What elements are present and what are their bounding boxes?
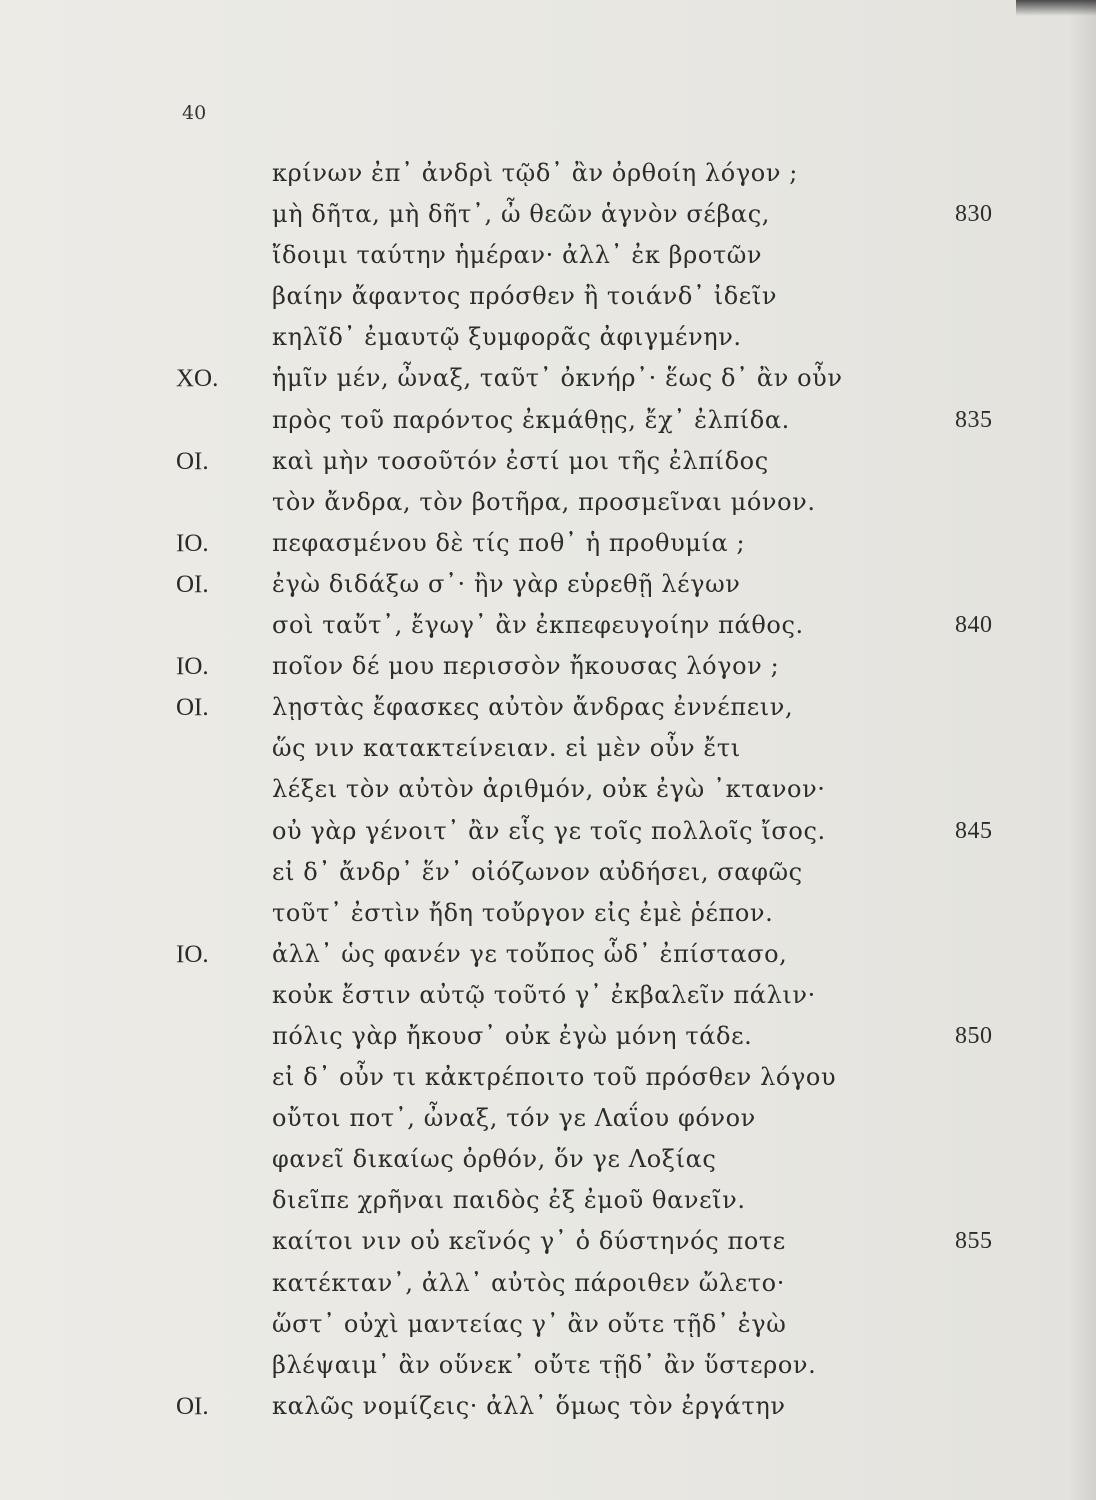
- verse-line: [0, 441, 1096, 482]
- verse-line: [0, 1386, 1096, 1427]
- verse-text-line: ἐγὼ διδάξω σ᾽· ἢν γὰρ εὑρεθῇ λέγων: [272, 569, 741, 598]
- verse-text-line: οὔτοι ποτ᾽, ὦναξ, τόν γε Λαΐου φόνον: [272, 1104, 756, 1133]
- speaker-label: ΟΙ.: [176, 570, 209, 598]
- verse-line: [0, 852, 1096, 893]
- speaker-label: ΙΟ.: [176, 940, 209, 968]
- page-number: 40: [182, 102, 207, 124]
- verse-line: [0, 605, 1096, 646]
- speaker-label: ΟΙ.: [176, 694, 209, 722]
- verse-line: [0, 811, 1096, 852]
- verse-line: [0, 564, 1096, 605]
- line-number: 855: [955, 1228, 993, 1255]
- line-number: 830: [955, 201, 993, 228]
- verse-text: [0, 153, 1096, 1427]
- verse-line: [0, 400, 1096, 441]
- verse-text-line: βαίην ἄφαντος πρόσθεν ἢ τοιάνδ᾽ ἰδεῖν: [272, 282, 778, 311]
- speaker-label: ΧΟ.: [176, 365, 219, 393]
- verse-text-line: εἰ δ᾽ ἄνδρ᾽ ἕν᾽ οἰόζωνον αὐδήσει, σαφῶς: [272, 857, 803, 886]
- verse-line: [0, 1139, 1096, 1180]
- verse-line: [0, 1098, 1096, 1139]
- verse-text-line: λῃστὰς ἔφασκες αὐτὸν ἄνδρας ἐννέπειν,: [272, 693, 794, 722]
- verse-text-line: ὥς νιν κατακτείνειαν. εἰ μὲν οὖν ἔτι: [272, 734, 741, 763]
- verse-line: [0, 1345, 1096, 1386]
- verse-text-line: κοὐκ ἔστιν αὐτῷ τοῦτό γ᾽ ἐκβαλεῖν πάλιν·: [272, 980, 816, 1009]
- verse-line: [0, 276, 1096, 317]
- verse-line: [0, 769, 1096, 810]
- verse-text-line: βλέψαιμ᾽ ἂν οὕνεκ᾽ οὔτε τῇδ᾽ ἂν ὕστερον.: [272, 1350, 817, 1379]
- verse-line: [0, 893, 1096, 934]
- verse-text-line: καλῶς νομίζεις· ἀλλ᾽ ὅμως τὸν ἐργάτην: [272, 1391, 786, 1420]
- verse-line: [0, 1057, 1096, 1098]
- scan-edge: [1016, 0, 1096, 16]
- verse-text-line: τὸν ἄνδρα, τὸν βοτῆρα, προσμεῖναι μόνον.: [272, 487, 816, 516]
- verse-line: [0, 235, 1096, 276]
- verse-text-line: ποῖον δέ μου περισσὸν ἤκουσας λόγον ;: [272, 652, 780, 681]
- verse-text-line: οὐ γὰρ γένοιτ᾽ ἂν εἷς γε τοῖς πολλοῖς ἴσος.: [272, 816, 826, 845]
- line-number: 840: [955, 612, 993, 639]
- verse-text-line: φανεῖ δικαίως ὀρθόν, ὅν γε Λοξίας: [272, 1145, 717, 1174]
- verse-line: [0, 482, 1096, 523]
- verse-line: [0, 646, 1096, 687]
- verse-line: [0, 153, 1096, 194]
- verse-text-line: καὶ μὴν τοσοῦτόν ἐστί μοι τῆς ἐλπίδος: [272, 446, 769, 475]
- verse-text-line: κρίνων ἐπ᾽ ἀνδρὶ τῷδ᾽ ἂν ὀρθοίη λόγον ;: [272, 159, 798, 187]
- verse-line: [0, 194, 1096, 235]
- verse-text-line: μὴ δῆτα, μὴ δῆτ᾽, ὦ θεῶν ἁγνὸν σέβας,: [272, 200, 770, 229]
- verse-text-line: ἀλλ᾽ ὡς φανέν γε τοὔπος ὧδ᾽ ἐπίστασο,: [272, 939, 788, 968]
- verse-line: [0, 687, 1096, 728]
- verse-text-line: καίτοι νιν οὐ κεῖνός γ᾽ ὁ δύστηνός ποτε: [272, 1227, 786, 1256]
- verse-text-line: ἡμῖν μέν, ὦναξ, ταῦτ᾽ ὀκνήρ᾽· ἕως δ᾽ ἂν οὖν: [272, 364, 843, 393]
- verse-line: [0, 1016, 1096, 1057]
- verse-text-line: λέξει τὸν αὐτὸν ἀριθμόν, οὐκ ἐγὼ ᾽κτανον·: [272, 775, 826, 804]
- speaker-label: ΟΙ.: [176, 1392, 209, 1420]
- verse-line: [0, 1221, 1096, 1262]
- line-number: 850: [955, 1022, 993, 1049]
- verse-text-line: πόλις γὰρ ἤκουσ᾽ οὐκ ἐγὼ μόνη τάδε.: [272, 1021, 753, 1050]
- verse-text-line: εἰ δ᾽ οὖν τι κἀκτρέποιτο τοῦ πρόσθεν λόγου: [272, 1063, 837, 1092]
- verse-line: [0, 1180, 1096, 1221]
- verse-line: [0, 317, 1096, 358]
- verse-text-line: κατέκταν᾽, ἀλλ᾽ αὐτὸς πάροιθεν ὤλετο·: [272, 1268, 785, 1297]
- verse-line: [0, 358, 1096, 399]
- verse-text-line: κηλῖδ᾽ ἐμαυτῷ ξυμφορᾶς ἀφιγμένην.: [272, 323, 742, 352]
- speaker-label: ΙΟ.: [176, 529, 209, 557]
- verse-text-line: ἴδοιμι ταύτην ἡμέραν· ἀλλ᾽ ἐκ βροτῶν: [272, 241, 763, 270]
- line-number: 835: [955, 406, 993, 433]
- speaker-label: ΙΟ.: [176, 653, 209, 681]
- verse-text-line: πρὸς τοῦ παρόντος ἐκμάθῃς, ἔχ᾽ ἐλπίδα.: [272, 405, 790, 434]
- verse-line: [0, 728, 1096, 769]
- verse-text-line: πεφασμένου δὲ τίς ποθ᾽ ἡ προθυμία ;: [272, 528, 746, 557]
- verse-text-line: σοὶ ταὔτ᾽, ἔγωγ᾽ ἂν ἐκπεφευγοίην πάθος.: [272, 611, 804, 640]
- verse-line: [0, 1304, 1096, 1345]
- verse-text-line: τοῦτ᾽ ἐστὶν ἤδη τοὔργον εἰς ἐμὲ ῥέπον.: [272, 898, 774, 927]
- verse-line: [0, 523, 1096, 564]
- verse-line: [0, 1263, 1096, 1304]
- verse-line: [0, 934, 1096, 975]
- verse-text-line: διεῖπε χρῆναι παιδὸς ἐξ ἐμοῦ θανεῖν.: [272, 1186, 746, 1215]
- verse-text-line: ὥστ᾽ οὐχὶ μαντείας γ᾽ ἂν οὔτε τῇδ᾽ ἐγὼ: [272, 1309, 787, 1338]
- line-number: 845: [955, 817, 993, 844]
- speaker-label: ΟΙ.: [176, 447, 209, 475]
- verse-line: [0, 975, 1096, 1016]
